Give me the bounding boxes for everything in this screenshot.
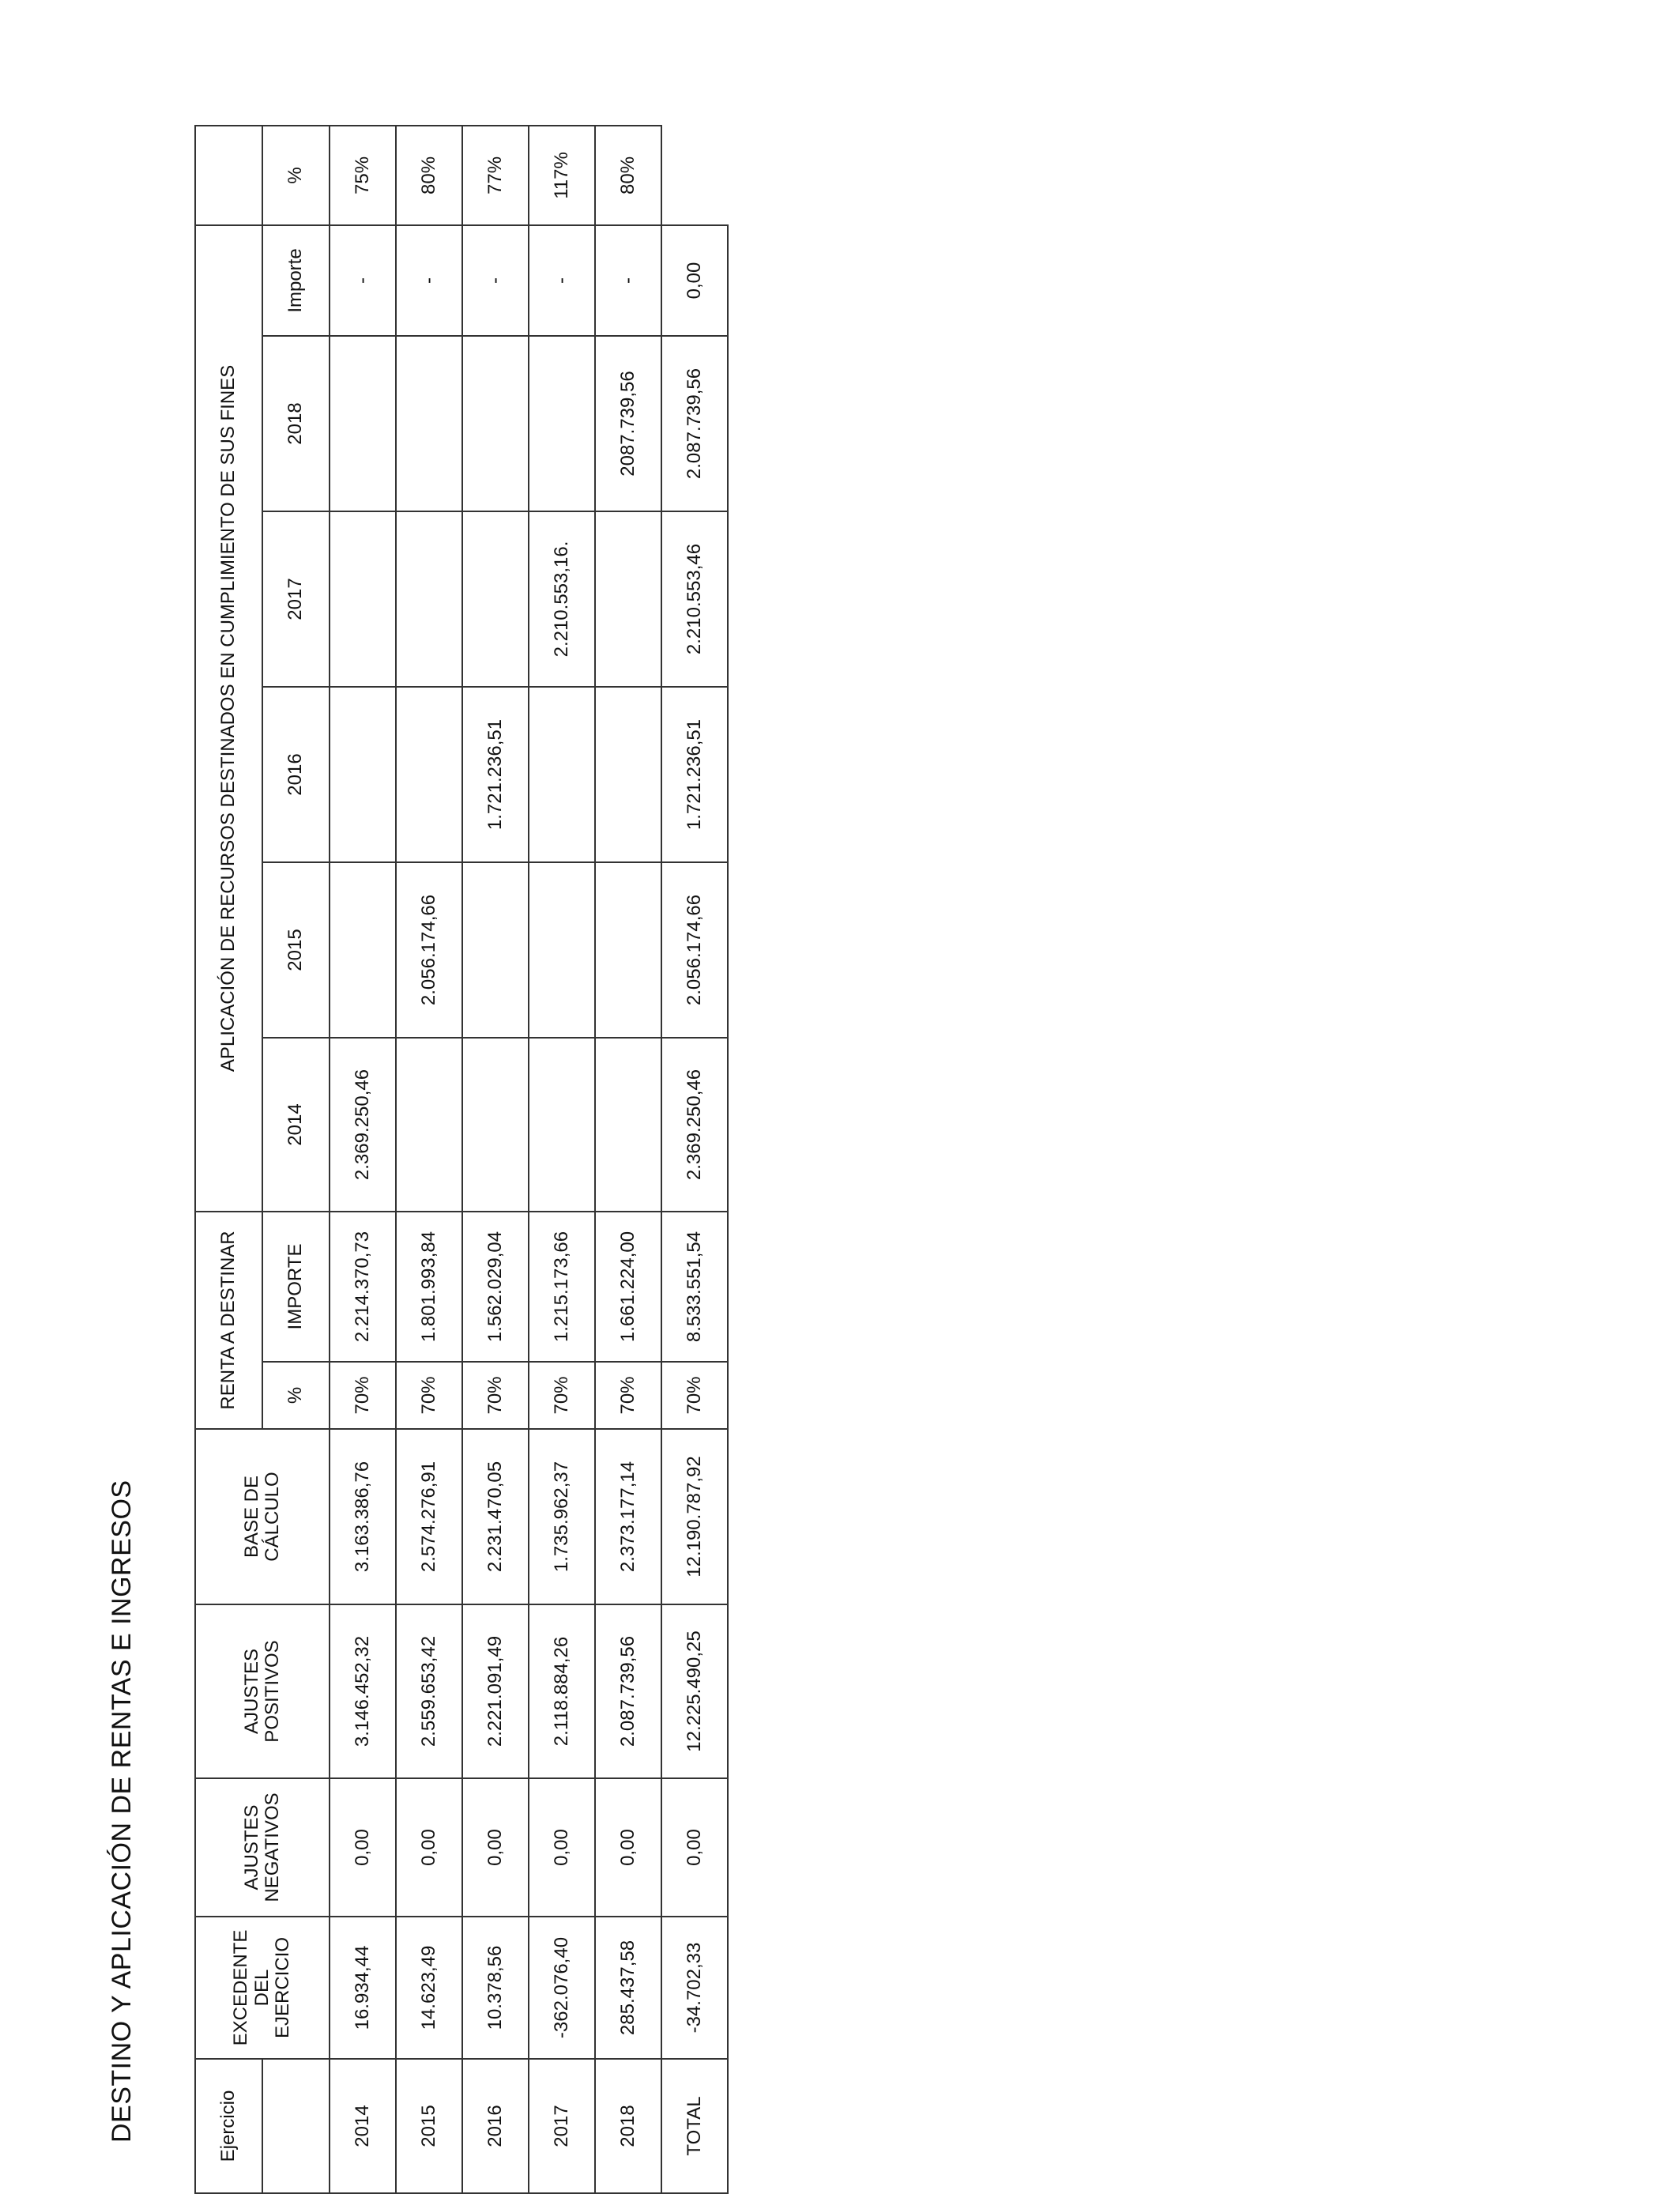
cell-aplicacion-2014 (462, 1038, 529, 1212)
header-ejercicio-empty (262, 2059, 330, 2193)
header-excedente-line2: DEL (250, 1969, 273, 2007)
cell-excedente: 285.437,58 (595, 1917, 661, 2059)
cell-renta-importe: 1.215.173,66 (529, 1212, 595, 1362)
cell-excedente: 16.934,44 (330, 1917, 396, 2059)
cell-ajustes-positivos: 2.118.884,26 (529, 1604, 595, 1778)
cell-pct: 80% (396, 126, 462, 225)
cell-importe: - (396, 225, 462, 336)
cell-aplicacion-2018 (396, 336, 462, 511)
header-importe: Importe (262, 225, 330, 336)
cell-renta-pct: 70% (396, 1362, 462, 1429)
cell-pct: 117% (529, 126, 595, 225)
header-base-line1: BASE DE (240, 1475, 262, 1559)
header-ajustes-pos-line2: POSITIVOS (262, 1640, 283, 1743)
table-row (396, 126, 462, 2193)
total-excedente: -34.702,33 (661, 1917, 728, 2059)
cell-pct: 75% (330, 126, 396, 225)
cell-aplicacion-2018: 2087.739,56 (595, 336, 661, 511)
cell-aplicacion-2017 (595, 511, 661, 687)
cell-base-calculo: 1.735.962,37 (529, 1429, 595, 1604)
cell-renta-pct: 70% (595, 1362, 661, 1429)
cell-pct: 77% (462, 126, 529, 225)
total-ajustes-negativos: 0,00 (661, 1778, 728, 1917)
cell-ajustes-positivos: 3.146.452,32 (330, 1604, 396, 1778)
rentas-table (194, 125, 729, 2194)
total-aplicacion-2016: 1.721.236,51 (661, 687, 728, 862)
total-label: TOTAL (661, 2059, 728, 2193)
cell-aplicacion-2016 (595, 687, 661, 862)
cell-aplicacion-2015 (529, 862, 595, 1038)
cell-importe: - (595, 225, 661, 336)
header-blank (195, 126, 262, 225)
total-base-calculo: 12.190.787,92 (661, 1429, 728, 1604)
header-ejercicio: Ejercicio (195, 2059, 262, 2193)
cell-renta-importe: 2.214.370,73 (330, 1212, 396, 1362)
header-excedente-line3: EJERCICIO (272, 1937, 294, 2039)
cell-importe: - (529, 225, 595, 336)
total-renta-importe: 8.533.551,54 (661, 1212, 728, 1362)
cell-aplicacion-2018 (529, 336, 595, 511)
cell-aplicacion-2014 (595, 1038, 661, 1212)
header-ajustes-pos-line1: AJUSTES (240, 1648, 262, 1735)
cell-renta-pct: 70% (529, 1362, 595, 1429)
cell-ejercicio: 2016 (462, 2059, 529, 2193)
cell-aplicacion-2016: 1.721.236,51 (462, 687, 529, 862)
cell-pct: 80% (595, 126, 661, 225)
cell-ajustes-positivos: 2.221.091,49 (462, 1604, 529, 1778)
cell-renta-importe: 1.562.029,04 (462, 1212, 529, 1362)
cell-aplicacion-2017 (396, 511, 462, 687)
cell-excedente: 14.623,49 (396, 1917, 462, 2059)
cell-importe: - (462, 225, 529, 336)
header-row-1 (195, 126, 262, 2193)
cell-ajustes-negativos: 0,00 (396, 1778, 462, 1917)
table-row (462, 126, 529, 2193)
cell-aplicacion-2014 (396, 1038, 462, 1212)
cell-base-calculo: 2.231.470,05 (462, 1429, 529, 1604)
cell-aplicacion-2018 (462, 336, 529, 511)
cell-renta-pct: 70% (330, 1362, 396, 1429)
cell-ajustes-positivos: 2.087.739,56 (595, 1604, 661, 1778)
cell-renta-pct: 70% (462, 1362, 529, 1429)
header-excedente (195, 1917, 330, 2059)
table-row (330, 126, 396, 2193)
header-year-2014: 2014 (262, 1038, 330, 1212)
cell-ajustes-negativos: 0,00 (529, 1778, 595, 1917)
cell-excedente: 10.378,56 (462, 1917, 529, 2059)
cell-aplicacion-2015 (462, 862, 529, 1038)
total-aplicacion-2014: 2.369.250,46 (661, 1038, 728, 1212)
header-year-2015: 2015 (262, 862, 330, 1038)
header-ajustes-positivos (195, 1604, 330, 1778)
total-aplicacion-2018: 2.087.739,56 (661, 336, 728, 511)
cell-base-calculo: 3.163.386,76 (330, 1429, 396, 1604)
total-aplicacion-2017: 2.210.553,46 (661, 511, 728, 687)
cell-ajustes-negativos: 0,00 (595, 1778, 661, 1917)
cell-renta-importe: 1.801.993,84 (396, 1212, 462, 1362)
table-row (595, 126, 661, 2193)
header-ajustes-negativos (195, 1778, 330, 1917)
document-title: DESTINO Y APLICACIÓN DE RENTAS E INGRESOS (107, 1480, 137, 2143)
cell-base-calculo: 2.373.177,14 (595, 1429, 661, 1604)
total-pct-empty (661, 126, 728, 225)
cell-base-calculo: 2.574.276,91 (396, 1429, 462, 1604)
header-aplicacion-recursos: APLICACIÓN DE RECURSOS DESTINADOS EN CUMPLIMIENTO DE SUS FINES (195, 225, 262, 1212)
cell-ejercicio: 2017 (529, 2059, 595, 2193)
cell-excedente: -362.076,40 (529, 1917, 595, 2059)
cell-aplicacion-2016 (396, 687, 462, 862)
cell-ajustes-negativos: 0,00 (330, 1778, 396, 1917)
table-row (529, 126, 595, 2193)
cell-aplicacion-2015 (595, 862, 661, 1038)
cell-ejercicio: 2018 (595, 2059, 661, 2193)
header-excedente-line1: EXCEDENTE (230, 1929, 252, 2046)
header-renta-a-destinar: RENTA A DESTINAR (195, 1212, 262, 1429)
cell-ejercicio: 2015 (396, 2059, 462, 2193)
header-base-line2: CÁLCULO (262, 1472, 283, 1562)
cell-aplicacion-2017 (330, 511, 396, 687)
cell-aplicacion-2015 (330, 862, 396, 1038)
cell-ajustes-positivos: 2.559.653,42 (396, 1604, 462, 1778)
cell-aplicacion-2016 (330, 687, 396, 862)
header-year-2016: 2016 (262, 687, 330, 862)
header-year-2018: 2018 (262, 336, 330, 511)
cell-aplicacion-2018 (330, 336, 396, 511)
header-ajustes-neg-line2: NEGATIVOS (262, 1793, 283, 1902)
header-base-calculo (195, 1429, 330, 1604)
header-renta-importe: IMPORTE (262, 1212, 330, 1362)
cell-aplicacion-2015: 2.056.174,66 (396, 862, 462, 1038)
total-importe: 0,00 (661, 225, 728, 336)
cell-aplicacion-2014: 2.369.250,46 (330, 1038, 396, 1212)
header-ajustes-neg-line1: AJUSTES (240, 1804, 262, 1891)
cell-ajustes-negativos: 0,00 (462, 1778, 529, 1917)
cell-aplicacion-2017: 2.210.553,16. (529, 511, 595, 687)
cell-aplicacion-2017 (462, 511, 529, 687)
cell-aplicacion-2014 (529, 1038, 595, 1212)
cell-renta-importe: 1.661.224,00 (595, 1212, 661, 1362)
total-renta-pct: 70% (661, 1362, 728, 1429)
cell-ejercicio: 2014 (330, 2059, 396, 2193)
total-row (661, 126, 728, 2193)
cell-aplicacion-2016 (529, 687, 595, 862)
header-year-2017: 2017 (262, 511, 330, 687)
total-ajustes-positivos: 12.225.490,25 (661, 1604, 728, 1778)
header-renta-pct: % (262, 1362, 330, 1429)
total-aplicacion-2015: 2.056.174,66 (661, 862, 728, 1038)
cell-importe: - (330, 225, 396, 336)
header-pct: % (262, 126, 330, 225)
